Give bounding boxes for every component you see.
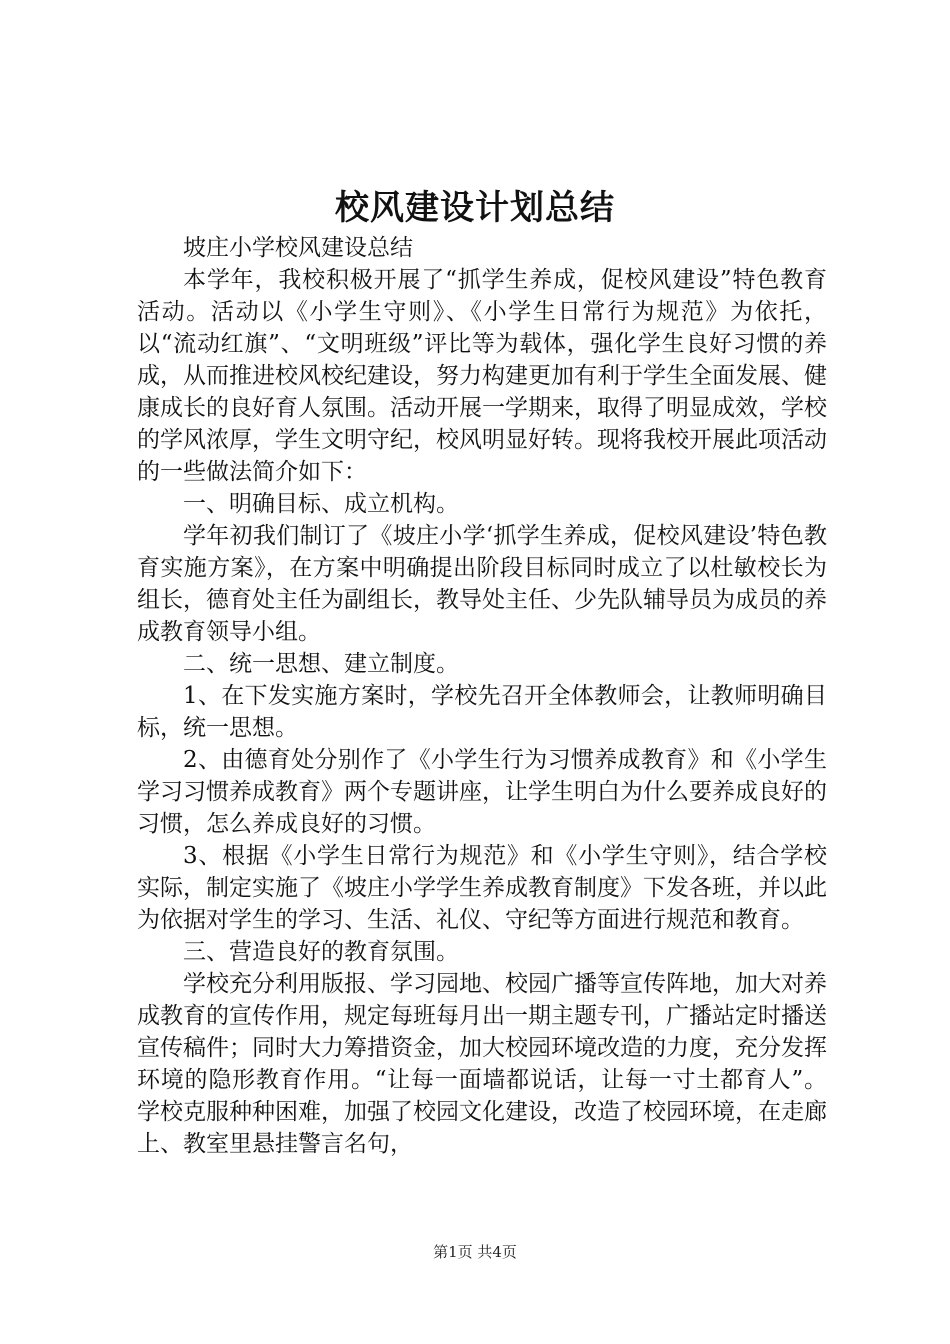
paragraph-section-3: 学校充分利用版报、学习园地、校园广播等宣传阵地，加大对养成教育的宣传作用，规定每班每月出一期主题专刊，广播站定时播送宣传稿件；同时大力筹措资金，加大校园环境改造的力度，充分发挥环境的隐形教育作用。“让每一面墙都说话，让每一寸土都育人”。学校克服种种困难，加强了校园文化建设，改造了校园环境，在走廊上、教室里悬挂警言名句， <box>137 971 827 1157</box>
document-title: 校风建设计划总结 <box>335 188 615 228</box>
section-heading-1: 一、明确目标、成立机构。 <box>183 491 459 517</box>
paragraph-item-1: 1、在下发实施方案时，学校先召开全体教师会，让教师明确目标，统一思想。 <box>137 683 827 741</box>
section-heading-3: 三、营造良好的教育氛围。 <box>183 939 459 965</box>
paragraph-intro: 本学年，我校积极开展了“抓学生养成，促校风建设”特色教育活动。活动以《小学生守则》、《小学生日常行为规范》为依托，以“流动红旗”、“文明班级”评比等为载体，强化学生良好习惯的养成，从而推进校风校纪建设，努力构建更加有利于学生全面发展、健康成长的良好育人氛围。活动开展一学期来，取得了明显成效，学校的学风浓厚，学生文明守纪，校风明显好转。现将我校开展此项活动的一些做法简介如下： <box>137 267 827 485</box>
document-body <box>137 232 827 1160</box>
page-footer: 第1页 共4页 <box>433 1243 517 1261</box>
paragraph-subtitle: 坡庄小学校风建设总结 <box>183 235 413 261</box>
paragraph-item-3: 3、根据《小学生日常行为规范》和《小学生守则》，结合学校实际，制定实施了《坡庄小学学生养成教育制度》下发各班，并以此为依据对学生的学习、生活、礼仪、守纪等方面进行规范和教育。 <box>137 843 827 933</box>
paragraph-section-1: 学年初我们制订了《坡庄小学‘抓学生养成，促校风建设’特色教育实施方案》，在方案中明确提出阶段目标同时成立了以杜敏校长为组长，德育处主任为副组长，教导处主任、少先队辅导员为成员的养成教育领导小组。 <box>137 523 827 645</box>
paragraph-item-2: 2、由德育处分别作了《小学生行为习惯养成教育》和《小学生学习习惯养成教育》两个专题讲座，让学生明白为什么要养成良好的习惯，怎么养成良好的习惯。 <box>137 747 827 837</box>
section-heading-2: 二、统一思想、建立制度。 <box>183 651 459 677</box>
